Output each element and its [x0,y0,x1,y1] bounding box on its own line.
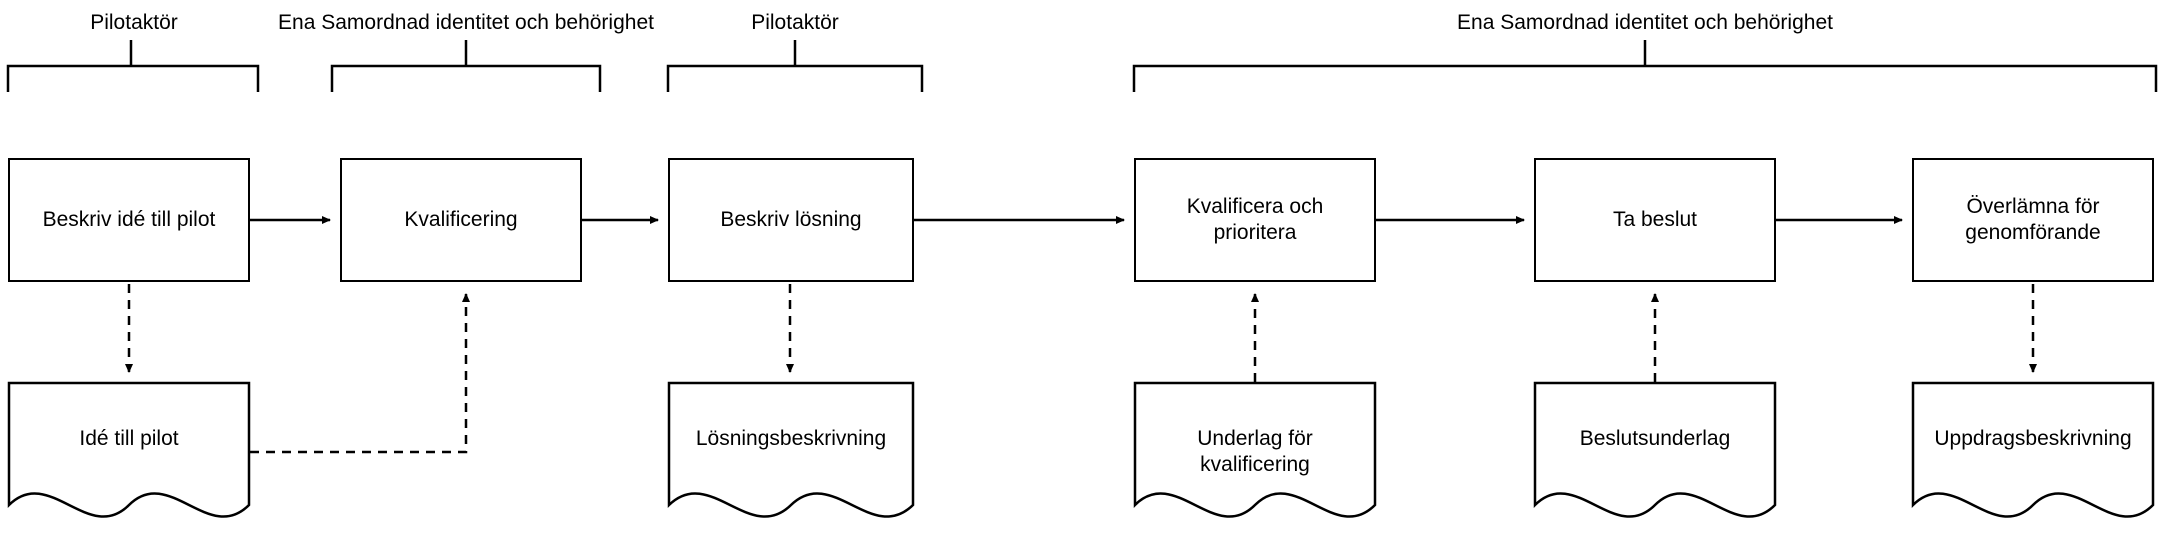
document-label: Idé till pilot [79,427,179,450]
document-node-uppdragsbeskrivning[interactable] [1912,382,2154,527]
document-node-underlag-for-kvalificering[interactable] [1134,382,1376,527]
node-label: Överlämna för genomförande [1965,194,2101,244]
bracket-pilotaktor-2 [668,40,922,92]
bracket-label-ena-1 [200,10,732,35]
bracket-ena-2 [1134,40,2156,92]
document-label: Beslutsunderlag [1579,427,1731,450]
process-node-kvalificering[interactable] [340,158,582,282]
document-node-ide-till-pilot[interactable] [8,382,250,527]
bracket-label-ena-2 [1134,10,2156,35]
node-label: Kvalificering [404,207,518,231]
process-node-beskriv-losning[interactable] [668,158,914,282]
bracket-label-text: Ena Samordnad identitet och behörighet [278,11,654,34]
document-label: Lösningsbeskrivning [695,427,887,450]
node-label: Kvalificera och prioritera [1186,194,1324,244]
node-label: Beskriv lösning [720,207,862,231]
bracket-label-pilotaktor-2 [668,10,922,35]
bracket-label-text: Ena Samordnad identitet och behörighet [1457,11,1833,34]
bracket-pilotaktor-1 [8,40,258,92]
bracket-label-text: Pilotaktör [751,11,839,34]
process-node-beskriv-ide-till-pilot[interactable] [8,158,250,282]
document-shapes [9,383,2153,517]
document-label: Uppdragsbeskrivning [1934,427,2132,450]
bracket-ena-1 [332,40,600,92]
process-node-overlamna-for-genomforande[interactable] [1912,158,2154,282]
process-node-ta-beslut[interactable] [1534,158,1776,282]
document-node-losningsbeskrivning[interactable] [668,382,914,527]
process-node-kvalificera-och-prioritera[interactable] [1134,158,1376,282]
document-label: Underlag för kvalificering [1197,427,1313,477]
bracket-label-text: Pilotaktör [90,11,178,34]
node-label: Beskriv idé till pilot [42,207,216,231]
document-node-beslutsunderlag[interactable] [1534,382,1776,527]
node-label: Ta beslut [1612,207,1698,231]
